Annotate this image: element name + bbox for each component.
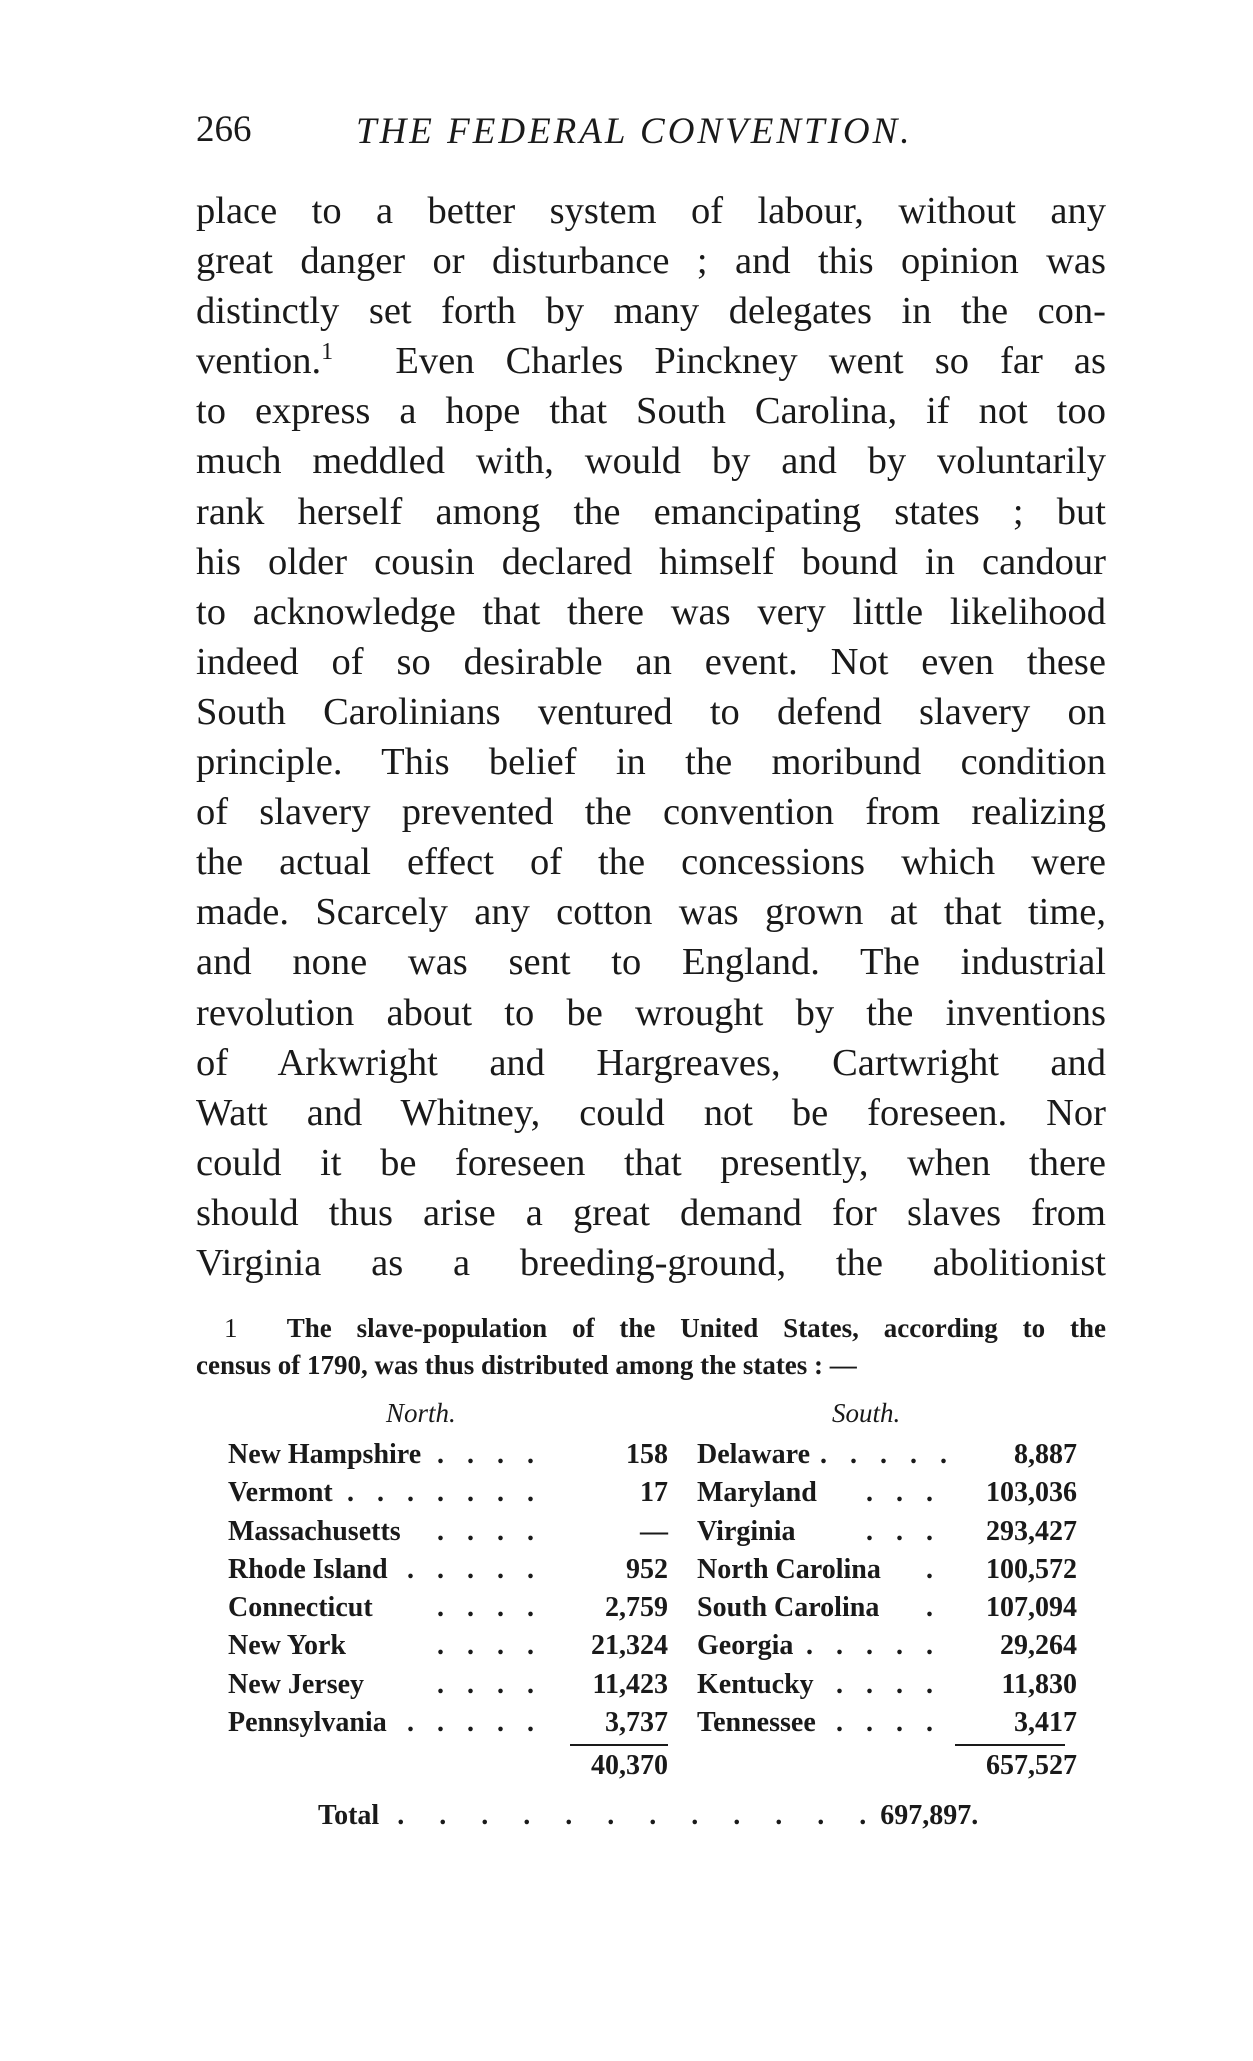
north-slave-count: —	[640, 1515, 668, 1547]
south-dot-leader: . . . .	[836, 1707, 941, 1739]
north-row	[228, 1513, 668, 1551]
north-state-name: Massachusetts	[228, 1515, 401, 1547]
north-dot-leader: . . . .	[437, 1592, 542, 1624]
south-row	[697, 1513, 1077, 1551]
south-dot-leader: .	[926, 1553, 941, 1585]
north-dot-leader: . . . . . . .	[347, 1477, 542, 1509]
grand-total-label: Total	[318, 1800, 380, 1831]
north-row	[228, 1474, 668, 1512]
south-subtotal: 657,527	[986, 1750, 1077, 1781]
body-line: and none was sent to England. The industrial	[196, 941, 1106, 984]
north-dot-leader: . . . . .	[407, 1553, 542, 1585]
body-line: should thus arise a great demand for slaves from	[196, 1191, 1106, 1234]
north-state-name: Connecticut	[228, 1592, 373, 1624]
body-line-start: vention.	[196, 340, 322, 383]
north-table	[228, 1436, 668, 1742]
south-slave-count: 107,094	[986, 1592, 1077, 1624]
body-line-rest: Even Charles Pinckney went so far as	[395, 340, 1107, 383]
body-line: the actual effect of the concessions which were	[196, 841, 1106, 884]
north-state-name: Pennsylvania	[228, 1707, 387, 1739]
south-slave-count: 100,572	[986, 1553, 1077, 1585]
body-line: could it be foreseen that presently, when there	[196, 1141, 1106, 1184]
north-slave-count: 11,423	[592, 1668, 668, 1700]
north-row	[228, 1627, 668, 1665]
footnote-line	[196, 1310, 1106, 1347]
north-state-name: Vermont	[228, 1477, 333, 1509]
north-heading: North.	[386, 1398, 456, 1428]
south-dot-leader: . . . . .	[806, 1630, 941, 1662]
south-dot-leader: .	[926, 1592, 941, 1624]
body-line: great danger or disturbance ; and this opinion was	[196, 240, 1106, 283]
body-line: made. Scarcely any cotton was grown at that time,	[196, 891, 1106, 934]
north-slave-count: 158	[626, 1439, 668, 1470]
body-line	[196, 336, 1106, 386]
south-slave-count: 29,264	[1000, 1630, 1077, 1662]
south-row	[697, 1589, 1077, 1627]
footnote-reference: 1	[321, 339, 334, 366]
body-line: his older cousin declared himself bound in candour	[196, 540, 1106, 583]
body-line: revolution about to be wrought by the inventions	[196, 991, 1106, 1034]
body-line: South Carolinians ventured to defend slavery on	[196, 690, 1106, 733]
body-text	[196, 186, 1106, 1288]
north-row	[228, 1589, 668, 1627]
north-row	[228, 1666, 668, 1704]
body-line: Virginia as a breeding-ground, the abolitionist	[196, 1241, 1106, 1284]
south-row	[697, 1666, 1077, 1704]
body-line: much meddled with, would by and by voluntarily	[196, 440, 1106, 483]
south-state-name: Tennessee	[697, 1707, 816, 1739]
south-state-name: Georgia	[697, 1630, 794, 1662]
footnote-number: 1	[224, 1313, 238, 1343]
north-subtotal: 40,370	[591, 1750, 668, 1781]
grand-total-dots: . . . . . . . . . . . .	[397, 1800, 881, 1831]
south-heading: South.	[832, 1398, 901, 1428]
body-line: Watt and Whitney, could not be foreseen. Nor	[196, 1091, 1106, 1134]
south-table	[697, 1436, 1077, 1742]
south-dot-leader: . . . . .	[820, 1439, 955, 1470]
north-dot-leader: . . . .	[437, 1668, 542, 1700]
north-dot-leader: . . . .	[437, 1515, 542, 1547]
south-dot-leader: . . . .	[836, 1668, 941, 1700]
south-row	[697, 1436, 1077, 1474]
body-line: rank herself among the emancipating states ; but	[196, 490, 1106, 533]
north-state-name: New Jersey	[228, 1668, 365, 1700]
south-row	[697, 1627, 1077, 1665]
footnote-text-1: The slave-population of the United States, according to the	[286, 1313, 1107, 1343]
running-head	[196, 108, 1096, 158]
body-line: of Arkwright and Hargreaves, Cartwright and	[196, 1041, 1106, 1084]
south-slave-count: 8,887	[1014, 1439, 1077, 1470]
grand-total-row	[318, 1800, 1018, 1832]
body-line: principle. This belief in the moribund condition	[196, 741, 1106, 784]
south-row	[697, 1704, 1077, 1742]
south-state-name: Delaware	[697, 1439, 810, 1470]
north-slave-count: 2,759	[605, 1592, 668, 1624]
south-row	[697, 1551, 1077, 1589]
body-line: of slavery prevented the convention from realizing	[196, 791, 1106, 834]
south-slave-count: 11,830	[1001, 1668, 1077, 1700]
north-slave-count: 21,324	[591, 1630, 668, 1662]
north-row	[228, 1704, 668, 1742]
body-line: distinctly set forth by many delegates in the con-	[196, 290, 1106, 333]
north-state-name: New York	[228, 1630, 346, 1662]
north-sum-rule	[570, 1744, 668, 1746]
south-state-name: South Carolina	[697, 1592, 880, 1624]
south-slave-count: 3,417	[1014, 1707, 1077, 1739]
north-slave-count: 3,737	[605, 1707, 668, 1739]
north-row	[228, 1436, 668, 1474]
south-state-name: Kentucky	[697, 1668, 814, 1700]
page-number: 266	[196, 109, 252, 150]
north-slave-count: 17	[640, 1477, 668, 1509]
south-state-name: North Carolina	[697, 1553, 881, 1585]
south-slave-count: 103,036	[986, 1477, 1077, 1509]
north-dot-leader: . . . .	[437, 1630, 542, 1662]
north-row	[228, 1551, 668, 1589]
south-row	[697, 1474, 1077, 1512]
north-state-name: New Hampshire	[228, 1439, 422, 1470]
north-slave-count: 952	[626, 1553, 668, 1585]
south-state-name: Maryland	[697, 1477, 817, 1509]
north-dot-leader: . . . . .	[407, 1707, 542, 1739]
body-line: place to a better system of labour, without any	[196, 190, 1106, 232]
south-sum-rule	[955, 1744, 1065, 1746]
running-title: THE FEDERAL CONVENTION.	[356, 111, 913, 152]
footnote	[196, 1310, 1106, 1384]
south-state-name: Virginia	[697, 1515, 796, 1547]
footnote-line: census of 1790, was thus distributed among the states : —	[196, 1350, 857, 1380]
grand-total-value: 697,897.	[880, 1800, 979, 1831]
body-line: to acknowledge that there was very little likelihood	[196, 590, 1106, 633]
north-dot-leader: . . . .	[437, 1439, 542, 1470]
south-dot-leader: . . .	[866, 1477, 941, 1509]
body-line: indeed of so desirable an event. Not even these	[196, 640, 1106, 683]
south-slave-count: 293,427	[986, 1515, 1077, 1547]
body-line: to express a hope that South Carolina, if not too	[196, 390, 1106, 433]
south-dot-leader: . . .	[866, 1515, 941, 1547]
north-state-name: Rhode Island	[228, 1553, 388, 1585]
